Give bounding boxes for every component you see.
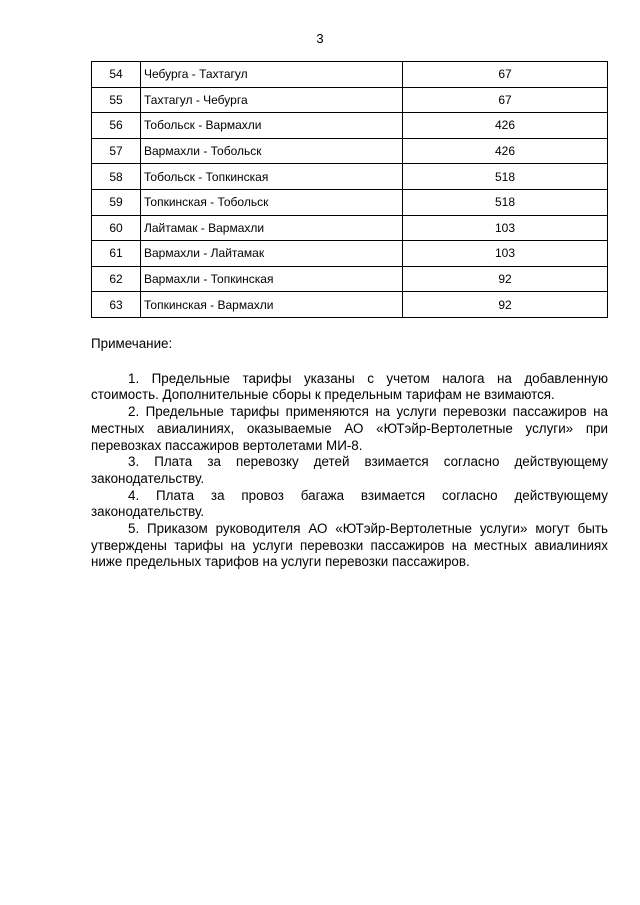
row-number-cell: 61 <box>92 241 141 267</box>
row-number-cell: 58 <box>92 164 141 190</box>
row-number-cell: 60 <box>92 215 141 241</box>
row-number-cell: 56 <box>92 113 141 139</box>
table-row <box>92 241 608 267</box>
row-number-cell: 57 <box>92 138 141 164</box>
table-row <box>92 266 608 292</box>
note-item-3: 3. Плата за перевозку детей взимается согласно действующему законодательству. <box>91 454 608 486</box>
row-number-cell: 55 <box>92 87 141 113</box>
table-row <box>92 87 608 113</box>
table-row <box>92 113 608 139</box>
price-cell: 518 <box>403 164 608 190</box>
price-cell: 103 <box>403 241 608 267</box>
route-cell: Тобольск - Вармахли <box>141 113 403 139</box>
price-cell: 426 <box>403 138 608 164</box>
notes-section <box>91 336 608 571</box>
table-row <box>92 62 608 88</box>
row-number-cell: 62 <box>92 266 141 292</box>
route-cell: Вармахли - Топкинская <box>141 266 403 292</box>
route-cell: Вармахли - Тобольск <box>141 138 403 164</box>
row-number-cell: 59 <box>92 189 141 215</box>
row-number-cell: 63 <box>92 292 141 318</box>
route-cell: Топкинская - Тобольск <box>141 189 403 215</box>
table-row <box>92 164 608 190</box>
table-row <box>92 189 608 215</box>
price-cell: 67 <box>403 87 608 113</box>
route-cell: Топкинская - Вармахли <box>141 292 403 318</box>
note-item-4: 4. Плата за провоз багажа взимается согласно действующему законодательству. <box>91 487 608 520</box>
route-cell: Лайтамак - Вармахли <box>141 215 403 241</box>
note-item-1: 1. Предельные тарифы указаны с учетом налога на добавленную стоимость. Дополнительные сборы к предельным тарифам не взимаются. <box>91 370 608 403</box>
price-cell: 67 <box>403 62 608 88</box>
notes-title: Примечание: <box>91 336 173 351</box>
price-cell: 426 <box>403 113 608 139</box>
route-cell: Тахтагул - Чебурга <box>141 87 403 113</box>
price-cell: 103 <box>403 215 608 241</box>
route-cell: Вармахли - Лайтамак <box>141 241 403 267</box>
table-row <box>92 292 608 318</box>
price-cell: 92 <box>403 292 608 318</box>
price-cell: 518 <box>403 189 608 215</box>
route-cell: Тобольск - Топкинская <box>141 164 403 190</box>
note-item-5: 5. Приказом руководителя АО «ЮТэйр-Вертолетные услуги» могут быть утверждены тарифы на услуги перевозки пассажиров на местных авиалиниях ниже предельных тарифов на услуги перевозки пассажиров. <box>91 521 608 570</box>
tariff-table <box>91 61 608 318</box>
price-cell: 92 <box>403 266 608 292</box>
row-number-cell: 54 <box>92 62 141 88</box>
table-row <box>92 138 608 164</box>
route-cell: Чебурга - Тахтагул <box>141 62 403 88</box>
table-row <box>92 215 608 241</box>
page-number: 3 <box>316 31 324 46</box>
note-item-2: 2. Предельные тарифы применяются на услуги перевозки пассажиров на местных авиалиниях, оказываемые АО «ЮТэйр-Вертолетные услуги» при перевозках пассажиров вертолетами МИ-8. <box>91 404 608 453</box>
tariff-table-body <box>92 62 608 318</box>
